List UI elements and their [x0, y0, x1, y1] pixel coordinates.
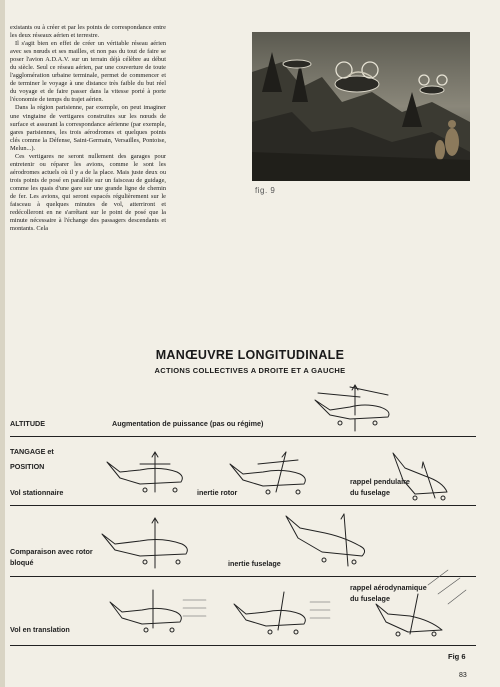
inertie-rotor-label: inertie rotor [197, 488, 238, 497]
paragraph-2: Il s'agit bien en effet de créer un véritable réseau aérien avec ses nœuds et ses mailles, et non pas du tout de faire se poser l'avion A.D.A.V. sur un terrain déjà célèbre au début du siècle. Seul ce réseau aérien, par une couverture de toute l'agglomération urbaine terminale, permet de commencer et de terminer le voyage à une distance très faible du but réel du voyage et de faire passer dans la vitesse porté à porte l'économie de temps du trajet aérien. [10, 40, 166, 104]
rappel-aerodynamique-fuselage-label: du fuselage [350, 594, 390, 603]
aircraft-sketch-aerodynamic [368, 580, 468, 640]
vol-stationnaire-label: Vol stationnaire [10, 488, 64, 497]
photo-caption: fig. 9 [255, 186, 276, 195]
paragraph-4: Ces vertigares ne seront nullement des garages pour entretenir ou réparer les avions, comme le sont les aérodromes actuels où il y a de la place. Mais juste deux ou trois points de posé en parallèle sur un faisceau de guidage, comme les quais d'une gare sur une grande ligne de chemin de fer. Les avions, qui seront espacés régulièrement sur le faisceau à quelques minutes de vol, atterriront et redécolleront en ne s'arrêtant sur le point de posé que la minute nécessaire à l'échange des passagers descendants et montants. Cela [10, 152, 166, 233]
aircraft-sketch-hover-1 [105, 450, 190, 500]
position-label: POSITION [10, 462, 45, 471]
altitude-label: ALTITUDE [10, 419, 45, 428]
altitude-description: Augmentation de puissance (pas ou régime) [112, 419, 264, 428]
page-number: 83 [459, 672, 467, 679]
divider [10, 436, 476, 437]
tangage-label: TANGAGE et [10, 447, 54, 456]
vol-translation-label: Vol en translation [10, 625, 70, 634]
paragraph-1: existants ou à créer et par les points de correspondance entre les deux réseaux aérien et terrestre. [10, 24, 166, 40]
divider [10, 505, 476, 506]
aircraft-sketch-locked-rotor [100, 516, 200, 571]
diagram-subtitle: ACTIONS COLLECTIVES A DROITE ET A GAUCHE [154, 366, 346, 375]
aircraft-sketch-altitude [310, 385, 400, 435]
paragraph-3: Dans la région parisienne, par exemple, on peut imaginer une vingtaine de vertigares construites sur les nœuds de surface et assurant la correspondance aérienne (par exemple, gares parisiennes, les trois aérodromes et quelques points clés comme la Défense, Saint-Germain, Versailles, Pontoise, Melun...). [10, 104, 166, 152]
rappel-aerodynamique-label: rappel aérodynamique [350, 583, 427, 592]
divider [10, 645, 476, 646]
diagram-title: MANŒUVRE LONGITUDINALE [155, 348, 345, 362]
vertiport-painting [252, 32, 470, 181]
article-text [10, 24, 166, 233]
aircraft-sketch-translation-1 [108, 590, 208, 640]
rappel-pendulaire-fuselage-label: du fuselage [350, 488, 390, 497]
divider [10, 576, 476, 577]
illustration-photo [252, 32, 470, 181]
rappel-pendulaire-label: rappel pendulaire [350, 477, 410, 486]
comparaison-label: Comparaison avec rotor [10, 547, 93, 556]
rotor-bloque-label: bloqué [10, 558, 34, 567]
aircraft-sketch-pendular [385, 448, 465, 508]
aircraft-sketch-hover-2 [228, 452, 313, 502]
page-spine [0, 0, 5, 687]
figure-label: Fig 6 [448, 652, 466, 661]
inertie-fuselage-label: inertie fuselage [228, 559, 281, 568]
aircraft-sketch-translation-2 [232, 592, 332, 642]
aircraft-sketch-fuselage-inertia [282, 510, 377, 570]
